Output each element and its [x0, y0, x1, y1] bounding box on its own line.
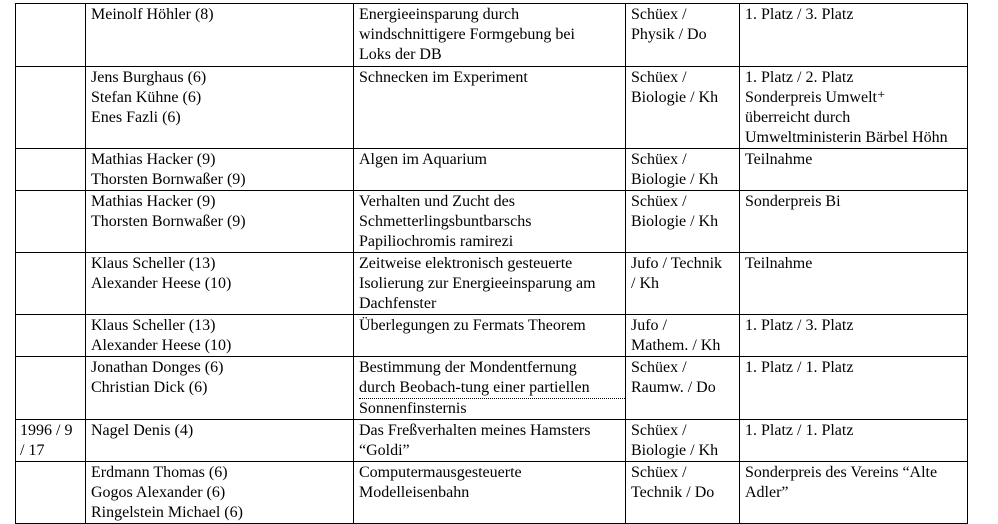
- cell-line: Klaus Scheller (13): [91, 317, 216, 334]
- result-cell: [740, 420, 968, 462]
- cell-line: Ringelstein Michael (6): [91, 504, 243, 521]
- participants-cell: [86, 4, 354, 67]
- cell-line: Isolierung zur Energieeinsparung am: [359, 275, 596, 292]
- cell-line: Bestimmung der Mondentfernung: [359, 359, 577, 376]
- cell-line: überreicht durch: [745, 109, 851, 126]
- cell-line: Schnecken im Experiment: [359, 69, 528, 86]
- cell-line: Enes Fazli (6): [91, 109, 181, 126]
- project-title-cell: [354, 315, 626, 357]
- participants-cell: [86, 315, 354, 357]
- table-row: [16, 420, 968, 462]
- cell-line: Klaus Scheller (13): [91, 255, 216, 272]
- cell-line: Mathias Hacker (9): [91, 193, 216, 210]
- competition-subject-cell: [626, 462, 740, 524]
- competition-subject-cell: [626, 191, 740, 253]
- cell-line: Biologie / Kh: [631, 213, 719, 230]
- cell-line: / Kh: [631, 275, 659, 292]
- cell-line: Sonderpreis Umwelt⁺: [745, 89, 886, 106]
- cell-line: Schüex /: [631, 69, 687, 86]
- cell-line: Biologie / Kh: [631, 171, 719, 188]
- cell-line: Schüex /: [631, 6, 687, 23]
- table-row: [16, 4, 968, 67]
- cell-line: Gogos Alexander (6): [91, 484, 226, 501]
- cell-line: 1. Platz / 3. Platz: [745, 6, 854, 23]
- table-row: [16, 253, 968, 315]
- competition-subject-cell: [626, 149, 740, 191]
- cell-line: Jens Burghaus (6): [91, 69, 207, 86]
- cell-line: Thorsten Bornwaßer (9): [91, 213, 246, 230]
- result-cell: [740, 67, 968, 149]
- project-title-cell: [354, 420, 626, 462]
- result-cell: [740, 4, 968, 67]
- table-row: [16, 149, 968, 191]
- cell-line: Physik / Do: [631, 26, 707, 43]
- result-cell: [740, 253, 968, 315]
- cell-line: Schüex /: [631, 193, 687, 210]
- cell-line: Alexander Heese (10): [91, 337, 232, 354]
- cell-line: Verhalten und Zucht des: [359, 193, 515, 210]
- date-cell: [16, 191, 86, 253]
- participants-cell: [86, 253, 354, 315]
- table-body: [16, 4, 968, 524]
- date-cell: [16, 4, 86, 67]
- project-title-cell: [354, 4, 626, 67]
- result-cell: [740, 462, 968, 524]
- competition-results-table: [15, 3, 968, 524]
- cell-line: Jufo / Technik: [631, 255, 723, 272]
- competition-subject-cell: [626, 420, 740, 462]
- cell-line: Loks der DB: [359, 46, 442, 63]
- competition-subject-cell: [626, 67, 740, 149]
- cell-line: 1996 / 9: [20, 422, 73, 439]
- cell-line: Schüex /: [631, 464, 687, 481]
- cell-line: Teilnahme: [745, 255, 813, 272]
- table-row: [16, 315, 968, 357]
- date-cell: [16, 315, 86, 357]
- date-cell: [16, 357, 86, 420]
- cell-line: Erdmann Thomas (6): [91, 464, 228, 481]
- cell-line: Schüex /: [631, 422, 687, 439]
- cell-line: durch Beobach-tung einer partiellen: [359, 378, 626, 399]
- cell-line: Überlegungen zu Fermats Theorem: [359, 317, 586, 334]
- cell-line: Dachfenster: [359, 295, 437, 312]
- cell-line: windschnittigere Formgebung bei: [359, 26, 575, 43]
- cell-line: Thorsten Bornwaßer (9): [91, 171, 246, 188]
- cell-line: Technik / Do: [631, 484, 715, 501]
- cell-line: 1. Platz / 2. Platz: [745, 69, 854, 86]
- cell-line: Computermausgesteuerte: [359, 464, 522, 481]
- project-title-cell: [354, 253, 626, 315]
- cell-line: / 17: [20, 442, 45, 459]
- cell-line: Energieeinsparung durch: [359, 6, 520, 23]
- table-row: [16, 462, 968, 524]
- cell-line: Algen im Aquarium: [359, 151, 487, 168]
- competition-subject-cell: [626, 357, 740, 420]
- cell-line: Teilnahme: [745, 151, 813, 168]
- cell-line: Sonderpreis Bi: [745, 193, 841, 210]
- cell-line: Stefan Kühne (6): [91, 89, 202, 106]
- date-cell: [16, 67, 86, 149]
- cell-line: Meinolf Höhler (8): [91, 6, 214, 23]
- date-cell: [16, 420, 86, 462]
- participants-cell: [86, 357, 354, 420]
- participants-cell: [86, 191, 354, 253]
- cell-line: Mathem. / Kh: [631, 337, 721, 354]
- cell-line: Jufo /: [631, 317, 667, 334]
- participants-cell: [86, 67, 354, 149]
- cell-line: Sonderpreis des Vereins “Alte: [745, 464, 938, 481]
- cell-line: Nagel Denis (4): [91, 422, 194, 439]
- cell-line: Biologie / Kh: [631, 442, 719, 459]
- table-row: [16, 357, 968, 420]
- project-title-cell: [354, 191, 626, 253]
- result-cell: [740, 149, 968, 191]
- cell-line: Mathias Hacker (9): [91, 151, 216, 168]
- cell-line: Adler”: [745, 484, 789, 501]
- table-row: [16, 67, 968, 149]
- cell-line: 1. Platz / 1. Platz: [745, 359, 854, 376]
- cell-line: Biologie / Kh: [631, 89, 719, 106]
- cell-line: Das Freßverhalten meines Hamsters: [359, 422, 591, 439]
- cell-line: Raumw. / Do: [631, 379, 716, 396]
- participants-cell: [86, 420, 354, 462]
- competition-subject-cell: [626, 253, 740, 315]
- cell-line: Jonathan Donges (6): [91, 359, 224, 376]
- project-title-cell: [354, 357, 626, 420]
- cell-line: 1. Platz / 3. Platz: [745, 317, 854, 334]
- result-cell: [740, 315, 968, 357]
- project-title-cell: [354, 149, 626, 191]
- cell-line: “Goldi”: [359, 442, 410, 459]
- cell-line: Umweltministerin Bärbel Höhn: [745, 129, 948, 146]
- cell-line: Christian Dick (6): [91, 379, 208, 396]
- cell-line: Schüex /: [631, 151, 687, 168]
- table-row: [16, 191, 968, 253]
- cell-line: Schüex /: [631, 359, 687, 376]
- competition-subject-cell: [626, 315, 740, 357]
- cell-line: Sonnenfinsternis: [359, 400, 467, 417]
- cell-line: Zeitweise elektronisch gesteuerte: [359, 255, 573, 272]
- cell-line: Schmetterlingsbuntbarschs: [359, 213, 532, 230]
- cell-line: 1. Platz / 1. Platz: [745, 422, 854, 439]
- cell-line: Papiliochromis ramirezi: [359, 233, 514, 250]
- participants-cell: [86, 462, 354, 524]
- cell-line: Alexander Heese (10): [91, 275, 232, 292]
- competition-subject-cell: [626, 4, 740, 67]
- date-cell: [16, 149, 86, 191]
- project-title-cell: [354, 462, 626, 524]
- participants-cell: [86, 149, 354, 191]
- cell-line: Modelleisenbahn: [359, 484, 470, 501]
- project-title-cell: [354, 67, 626, 149]
- result-cell: [740, 357, 968, 420]
- result-cell: [740, 191, 968, 253]
- date-cell: [16, 462, 86, 524]
- date-cell: [16, 253, 86, 315]
